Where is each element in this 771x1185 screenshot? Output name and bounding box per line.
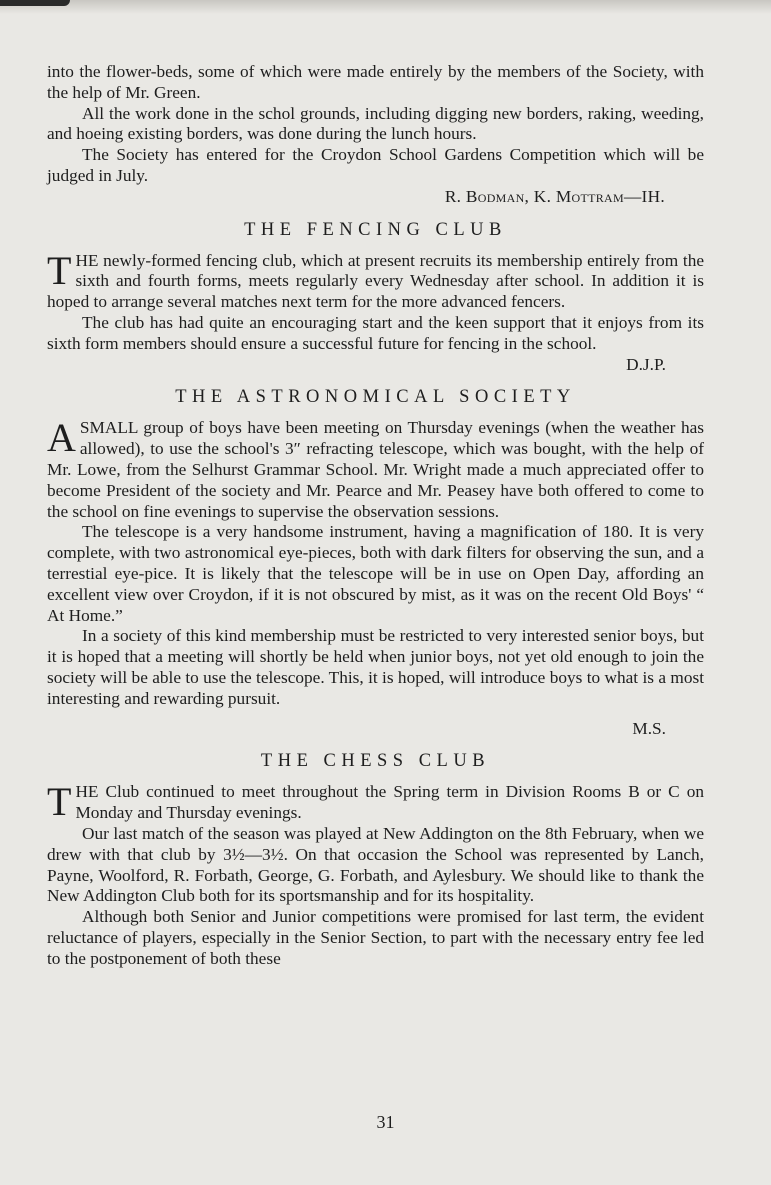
fencing-paragraph-1-text: HE newly-formed fencing club, which at present recruits its membership entirely from the sixth and fourth forms, meets regularly every Wednesday after school. In addition it is hoped to arrange several matches next term for the more advanced fencers. (47, 250, 704, 312)
chess-dropcap: T (47, 779, 72, 825)
astronomy-section (47, 386, 704, 739)
gardening-paragraph-2: All the work done in the schol grounds, including digging new borders, raking, weeding, and hoeing existing borders, was done during the lunch hours. (47, 103, 704, 144)
chess-paragraph-3: Although both Senior and Junior competitions were promised for last term, the evident reluctance of players, especially in the Senior Section, to part with the necessary entry fee led to the postponement of both these (47, 907, 704, 968)
fencing-dropcap: T (47, 247, 72, 293)
page-top-edge (0, 0, 771, 14)
astronomy-paragraph-1 (47, 415, 704, 522)
chess-heading: THE CHESS CLUB (260, 751, 491, 772)
chess-paragraph-2: Our last match of the season was played at New Addington on the 8th February, when we drew with that club by 3½—3½. On that occasion the School was represented by Lanch, Payne, Woolford, R. Forbath, George, G. Forbath, and Aylesbury. We should like to thank the New Addington Club both for its sportsmanship and for its hospitality. (47, 823, 704, 906)
astronomy-heading: THE ASTRONOMICAL SOCIETY (175, 387, 576, 408)
chess-paragraph-1 (47, 779, 704, 825)
page-corner-shadow (0, 0, 70, 6)
page-body (47, 62, 704, 969)
astronomy-paragraph-3: In a society of this kind membership must be restricted to very interested senior boys, but it is hoped that a meeting will shortly be held when junior boys, not yet old enough to join the society will be able to use the telescope. This, it is hoped, will introduce boys to what is a most interesting and rewarding pursuit. (47, 626, 704, 708)
gardening-signature: R. Bodman, K. Mottram—IH. (444, 186, 665, 206)
fencing-heading: THE FENCING CLUB (244, 219, 507, 240)
fencing-section (47, 219, 704, 376)
gardening-paragraph-3: The Society has entered for the Croydon School Gardens Competition which will be judged in July. (47, 145, 704, 185)
chess-section (47, 750, 704, 969)
page-number: 31 (376, 1112, 395, 1132)
astronomy-paragraph-1-text: SMALL group of boys have been meeting on Thursday evenings (when the weather has allowed), to use the school's 3″ refracting telescope, which was bought, with the help of Mr. Lowe, from the Selhurst Grammar School. Mr. Wright made a much appreciated offer to become President of the society and Mr. Pearce and Mr. Peasey have both offered to come to the school on fine evenings to supervise the observation sessions. (47, 418, 704, 521)
gardening-section (47, 62, 704, 208)
astronomy-signature: M.S. (632, 718, 666, 738)
fencing-paragraph-2: The club has had quite an encouraging start and the keen support that it enjoys from its sixth form members should ensure a successful future for fencing in the school. (47, 312, 704, 353)
astronomy-paragraph-2: The telescope is a very handsome instrument, having a magnification of 180. It is very complete, with two astronomical eye-pieces, both with dark filters for observing the sun, and a terrestial eye-pice. It is likely that the telescope will be in use on Open Day, affording an excellent view over Croydon, if it is not obscured by mist, as it was on the recent Old Boys' “ At Home.” (47, 522, 704, 625)
fencing-signature: D.J.P. (626, 354, 666, 374)
astronomy-dropcap: A (47, 415, 76, 461)
fencing-paragraph-1 (47, 247, 704, 313)
chess-paragraph-1-text: HE Club continued to meet throughout the Spring term in Division Rooms B or C on Monday and Thursday evenings. (75, 782, 704, 823)
gardening-paragraph-1: into the flower-beds, some of which were made entirely by the members of the Society, with the help of Mr. Green. (47, 62, 704, 102)
